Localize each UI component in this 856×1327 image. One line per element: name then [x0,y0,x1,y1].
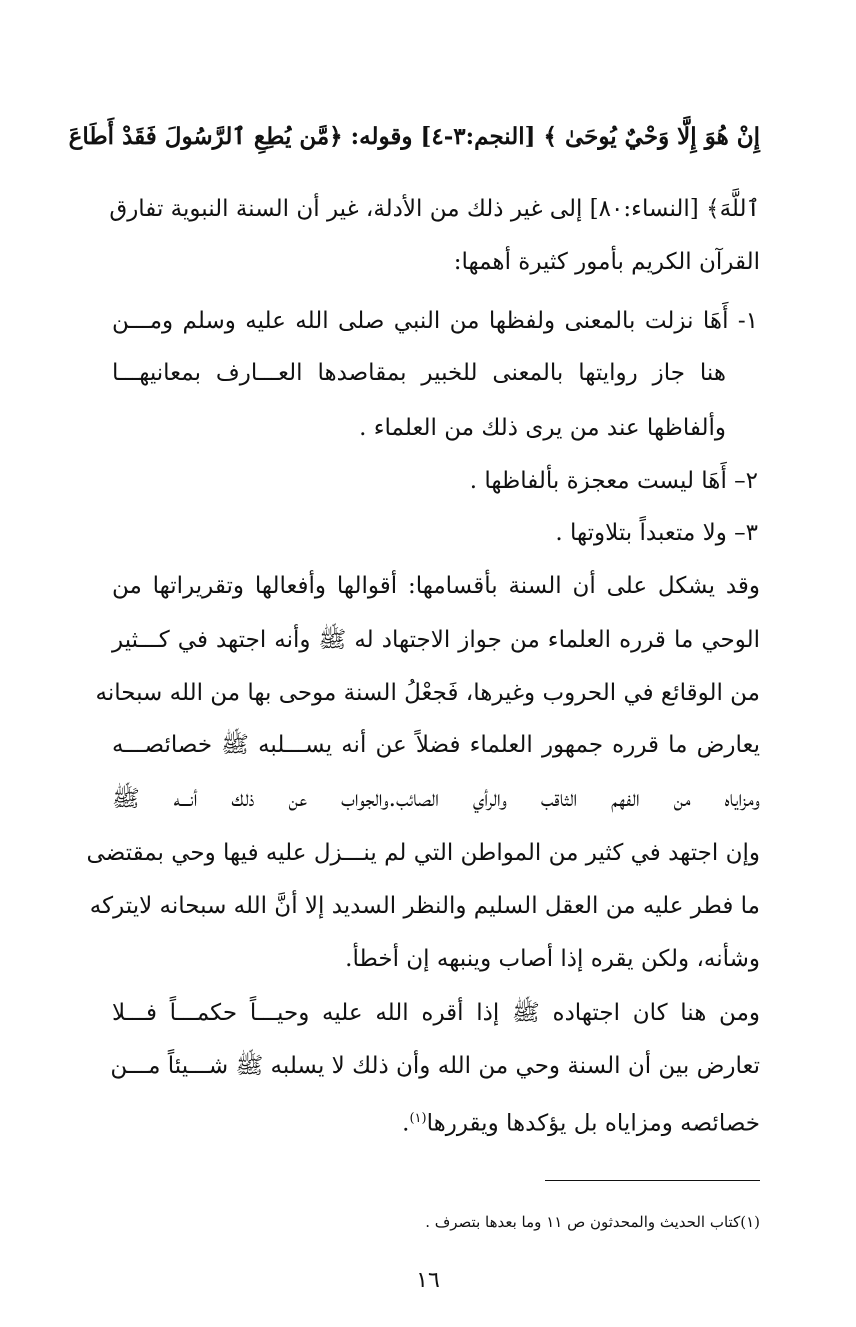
list-item-3: ٣– ولا متعبداً بتلاوتها . [555,520,758,546]
text-line-3: القرآن الكريم بأمور كثيرة أهمها: [453,249,760,275]
sentence-end: . [402,1110,410,1137]
paragraph-2-line-8: وشأنه، ولكن يقره إذا أصاب وينبهه إن أخطأ. [345,946,760,972]
paragraph-3-line-3 [402,1104,760,1139]
paragraph-2-line-5: ومزاياه من الفهم الثاقب والرأي الصائب.والجواب عن ذلك أنـــه ﷺ [112,786,760,812]
paragraph-2-line-1: وقد يشكل على أن السنة بأقسامها: أقوالها وأفعالها وتقريراتها من [112,573,760,599]
list-item-2: ٢– أَهَا ليست معجزة بألفاظها . [469,468,758,494]
paragraph-2-line-2: الوحي ما قرره العلماء من جواز الاجتهاد له ﷺ وأنه اجتهد في كـــثير [112,627,760,653]
list-item-1-cont-1: هنا جاز روايتها بالمعنى للخبير بمقاصدها العـــارف بمعانيهـــا [112,360,726,386]
page-number: ١٦ [416,1268,440,1293]
paragraph-2-line-7: ما فطر عليه من العقل السليم والنظر السديد إلا أنَّ الله سبحانه لايتركه [89,893,760,919]
footnote-text: (١)كتاب الحديث والمحدثون ص ١١ وما بعدها بتصرف . [425,1213,760,1231]
paragraph-3-line-2: تعارض بين أن السنة وحي من الله وأن ذلك لا يسلبه ﷺ شـــيئاً مـــن [110,1053,760,1079]
footnote-separator [545,1180,760,1181]
paragraph-2-line-6: وإن اجتهد في كثير من المواطن التي لم ينـــزل عليه فيها وحي بمقتضى [86,840,760,866]
list-item-1: ١- أَهَا نزلت بالمعنى ولفظها من النبي صلى الله عليه وسلم ومـــن [112,308,758,334]
footnote-marker: (١) [409,1111,427,1126]
paragraph-2-line-4: يعارض ما قرره جمهور العلماء فضلاً عن أنه يســـلبه ﷺ خصائصـــه [112,732,760,758]
paragraph-3-line-1: ومن هنا كان اجتهاده ﷺ إذا أقره الله عليه وحيـــاً حكمـــاً فـــلا [112,1000,760,1026]
paragraph-3-line-3-text: خصائصه ومزاياه بل يؤكدها ويقررها [426,1110,760,1137]
paragraph-2-line-3: من الوقائع في الحروب وغيرها، فَجعْلُ السنة موحى بها من الله سبحانه [95,680,760,706]
list-item-1-cont-2: وألفاظها عند من يرى ذلك من العلماء . [359,415,726,441]
text-line-1: إِنْ هُوَ إِلَّا وَحْيٌ يُوحَىٰ ﴾ [النجم:٣-٤] وقوله: ﴿مَّن يُطِعِ ٱلرَّسُولَ فَقَدْ أَطَاعَ [68,123,760,150]
text-line-2: ٱللَّهَ﴾ [النساء:٨٠] إلى غير ذلك من الأدلة، غير أن السنة النبوية تفارق [109,196,760,222]
